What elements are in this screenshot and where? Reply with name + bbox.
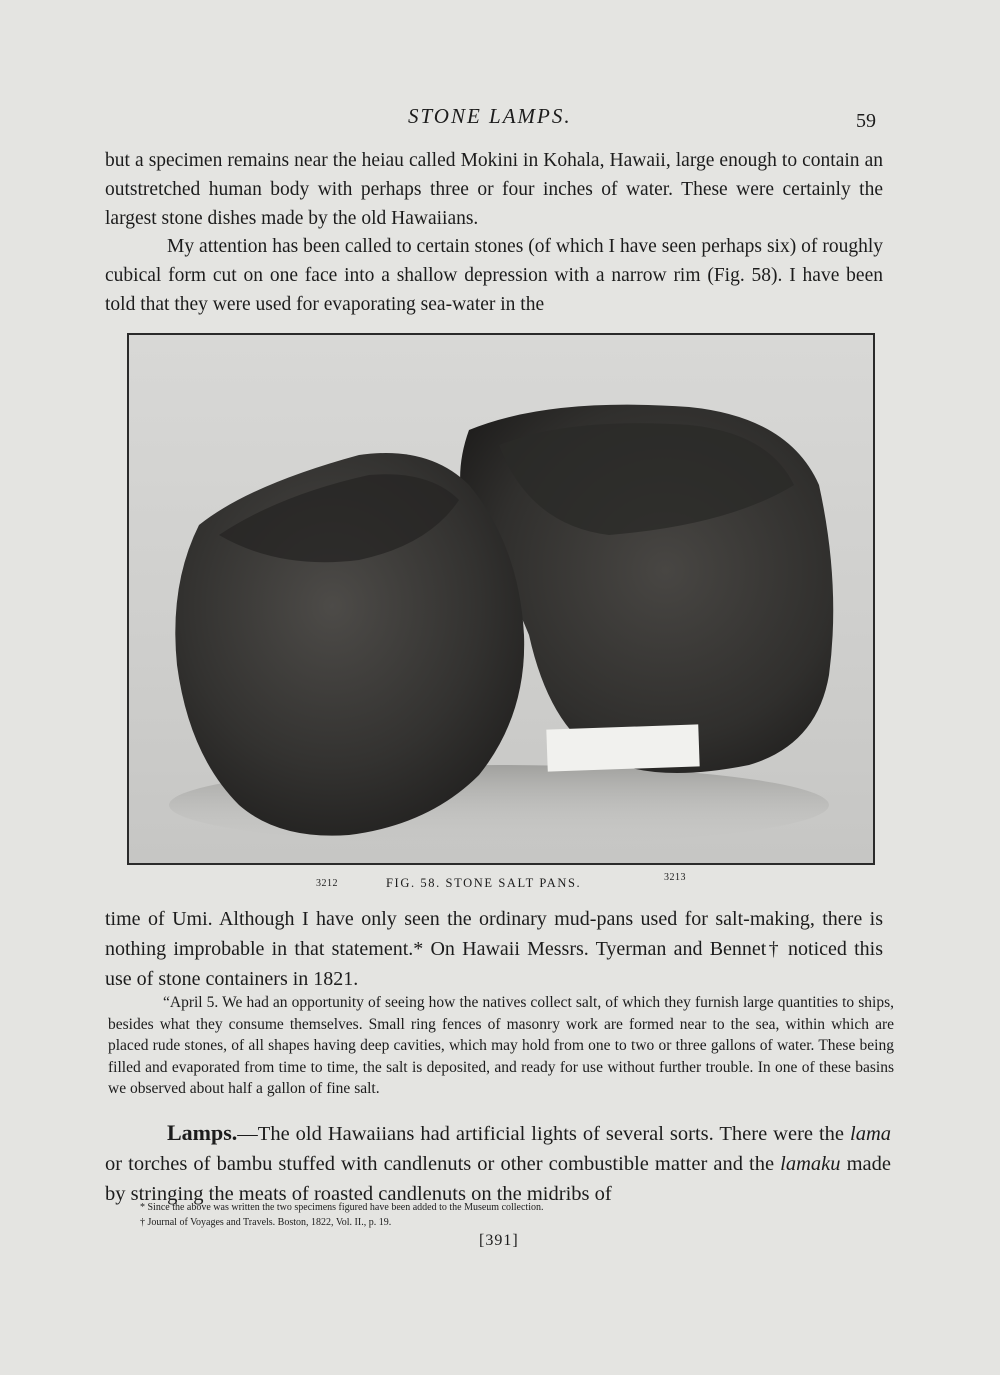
- section-heading-lamps: Lamps.: [167, 1120, 238, 1145]
- paragraph-time-of-umi: time of Umi. Although I have only seen the ordinary mud-pans used for salt-making, there is nothing improbable in that statement.* On Hawaii Messrs. Tyerman and Bennet† noticed this use of stone containers in 1821.: [105, 908, 883, 990]
- footnote-dagger: † Journal of Voyages and Travels. Boston, 1822, Vol. II., p. 19.: [140, 1217, 392, 1228]
- paragraph-lamps: [105, 1118, 891, 1209]
- signature-mark: [391]: [479, 1232, 519, 1249]
- specimen-number-left: 3212: [316, 878, 338, 889]
- lamps-text-part3: made by stringing the meats of roasted candlenuts on the midribs of: [105, 1153, 891, 1205]
- term-lama: lama: [850, 1123, 891, 1145]
- stone-salt-pans-photo: [129, 335, 873, 863]
- block-quote-april-5: “April 5. We had an opportunity of seeing how the natives collect salt, of which they furnish large quantities to ships, besides what they consume themselves. Small ring fences of masonry work are formed near to the sea, within which are placed rude stones, of all shapes having deep cavities, which may hold from one to two or three gallons of water. These being filled and evaporated from time to time, the salt is deposited, and ready for use without further trouble. In one of these basins we observed about half a gallon of fine salt.: [108, 994, 894, 1097]
- figure-stone-salt-pans: [127, 333, 875, 865]
- figure-caption-row: [0, 872, 1000, 896]
- figure-caption: FIG. 58. STONE SALT PANS.: [386, 876, 582, 890]
- museum-label-card: [546, 724, 699, 771]
- footnotes: [140, 1200, 840, 1230]
- lamps-text-part2: or torches of bambu stuffed with candlenuts or other combustible matter and the: [105, 1153, 781, 1175]
- footnote-star: * Since the above was written the two specimens figured have been added to the Museum collection.: [140, 1202, 544, 1213]
- lamps-text-part1: —The old Hawaiians had artificial lights of several sorts. There were the: [237, 1123, 850, 1145]
- paragraph-mokini: but a specimen remains near the heiau called Mokini in Kohala, Hawaii, large enough to contain an outstretched human body with perhaps three or four inches of water. These were certainly the largest stone dishes made by the old Hawaiians.: [105, 150, 883, 229]
- running-title: STONE LAMPS.: [408, 104, 572, 128]
- page-number: 59: [856, 110, 876, 132]
- paragraph-cubical-stones: My attention has been called to certain stones (of which I have seen perhaps six) of roughly cubical form cut on one face into a shallow depression with a narrow rim (Fig. 58). I have been told that they were used for evaporating sea-water in the: [105, 236, 883, 315]
- specimen-number-right: 3213: [664, 872, 686, 883]
- term-lamaku: lamaku: [780, 1153, 841, 1175]
- running-head: [0, 104, 1000, 134]
